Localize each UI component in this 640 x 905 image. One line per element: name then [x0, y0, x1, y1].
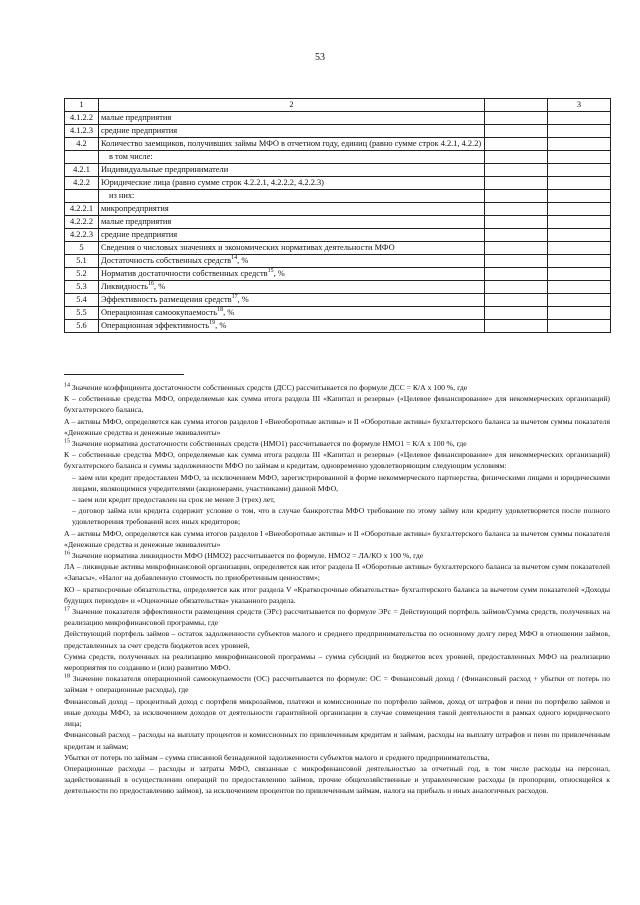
row-number [65, 190, 99, 203]
table-row [65, 112, 611, 125]
row-description [99, 190, 485, 203]
footnote-number: 17 [64, 606, 70, 613]
footnote-text: Значение показателя операционной самоокупаемости (ОС) рассчитывается по формуле: ОС = Финансовый доход / (Финансовый расход + убытки от потерь по займам + операционные расходы), где [64, 674, 610, 695]
footnote-paragraph [64, 505, 610, 527]
row-description-text: из них: [109, 191, 135, 200]
footnote-paragraph [64, 752, 610, 763]
footnote-text: ЛА – ликвидные активы микрофинансовой организации, определяется как итог раздела II «Оборотные активы» бухгалтерского баланса за вычетом сумм показателей «Запасы», «Налог на добавленную стоимость по приобретенным ценностям»; [64, 562, 610, 583]
row-description-text: в том числе: [109, 152, 153, 161]
value-cell [548, 112, 611, 125]
footnote-text: К – собственные средства МФО, определяемые как сумма итога раздела III «Капитал и резервы» («Целевое финансирование» для некоммерческих организаций) бухгалтерского баланса и суммы задолженности МФО по займам и кредитам, одновременно удовлетворяющим следующим условиям: [64, 450, 610, 471]
row-number: 4.2.2.2 [65, 216, 99, 229]
value-cell [485, 190, 548, 203]
footnote-paragraph [64, 628, 610, 650]
footnote-text: КО – краткосрочные обязательства, определяется как итог раздела V «Краткосрочные обязательства» бухгалтерского баланса за вычетом сумм показателей «Доходы будущих периодов» и «Оценочные обязательства» указанного раздела. [64, 584, 610, 605]
footnote-paragraph [64, 550, 610, 561]
table-row [65, 229, 611, 242]
footnote-text: А – активы МФО, определяется как сумма итогов разделов I «Внеоборотные активы» и II «Оборотные активы» бухгалтерского баланса за вычетом суммы показателя «Денежные средства и денежные эквиваленты» [64, 416, 610, 437]
table-header-row [65, 99, 611, 112]
footnote-text: Значение норматива ликвидности МФО (НМО2) рассчитывается по формуле. НМО2 = ЛА/КО х 100 %, где [70, 551, 424, 561]
row-description [99, 138, 485, 151]
footnote-text: Операционные расходы – расходы и затраты МФО, связанные с микрофинансовой деятельностью за отчетный год, в том числе расходы на персонал, задействованный в осуществлении операций по предоставлению займов, прочие общехозяйственные и управленческие расходы (в пропорции, относящейся к деятельности по предоставлению займов), за исключением процентов по привлеченным займам, налога на прибыль и иных аналогичных расходов. [64, 763, 610, 796]
value-cell [548, 190, 611, 203]
value-cell [485, 112, 548, 125]
footnote-text: – заем или кредит предоставлен на срок не менее 3 (трех) лет, [72, 495, 275, 505]
row-description [99, 320, 485, 333]
value-cell [485, 242, 548, 255]
row-description-text: средние предприятия [101, 230, 178, 239]
row-number: 4.2.1 [65, 164, 99, 177]
row-unit: , % [154, 282, 166, 291]
row-number: 5.2 [65, 268, 99, 281]
header-cell-col-3 [485, 99, 548, 112]
footnote-text: – договор займа или кредита содержит условие о том, что в случае банкротства МФО требование по этому займу или кредиту удовлетворяется после полного удовлетворения требований всех иных кредиторов; [72, 506, 610, 527]
footnote-text: А – активы МФО, определяется как сумма итогов разделов I «Внеоборотные активы» и II «Оборотные активы» бухгалтерского баланса за вычетом суммы показателя «Денежные средства и денежные эквиваленты» [64, 528, 610, 549]
header-cell-col-1: 1 [65, 99, 99, 112]
footnote-marker: 15 [267, 268, 274, 275]
footnote-text: К – собственные средства МФО, определяемые как сумма итога раздела III «Капитал и резервы» («Целевое финансирование» для некоммерческих организаций) бухгалтерского баланса, [64, 394, 610, 415]
footnote-paragraph [64, 438, 610, 449]
row-description [99, 216, 485, 229]
row-number: 4.2 [65, 138, 99, 151]
value-cell [485, 125, 548, 138]
footnote-marker: 18 [217, 307, 224, 314]
row-description-text: Индивидуальные предприниматели [101, 165, 229, 174]
table-row [65, 307, 611, 320]
footnote-text: Сумма средств, полученных на реализацию микрофинансовой программы – сумма субсидий из бюджетов всех уровней, предоставленных МФО на реализацию мероприятия по созданию и (или) развитию МФО. [64, 651, 610, 673]
value-cell [485, 229, 548, 242]
value-cell [485, 138, 548, 151]
table-row [65, 125, 611, 138]
row-description [99, 112, 485, 125]
row-description [99, 125, 485, 138]
footnote-number: 16 [64, 550, 70, 557]
value-cell [548, 268, 611, 281]
table-row [65, 164, 611, 177]
footnotes-section [64, 382, 610, 797]
value-cell [548, 229, 611, 242]
table-row [65, 320, 611, 333]
footnote-paragraph [64, 382, 610, 393]
row-description-text: Эффективность размещения средств [101, 295, 232, 304]
row-number: 5.5 [65, 307, 99, 320]
row-number: 4.2.2 [65, 177, 99, 190]
table-body [65, 112, 611, 333]
value-cell [548, 281, 611, 294]
row-description-text: малые предприятия [101, 217, 172, 226]
footnote-paragraph [64, 584, 610, 606]
row-number: 4.1.2.2 [65, 112, 99, 125]
row-description [99, 294, 485, 307]
row-number: 5.3 [65, 281, 99, 294]
footnote-text: Значение показателя эффективности размещения средств (ЭРс) рассчитывается по формуле ЭРс = Действующий портфель займов/Сумма средств, полученных на реализацию микрофинансовой программы, где [64, 607, 610, 628]
value-cell [485, 203, 548, 216]
row-description-text: микропредприятия [101, 204, 169, 213]
row-number: 4.1.2.3 [65, 125, 99, 138]
value-cell [548, 294, 611, 307]
footnote-separator [64, 374, 184, 375]
value-cell [485, 281, 548, 294]
footnote-text: – заем или кредит предоставлен МФО, за исключением МФО, зарегистрированной в форме некоммерческого партнерства, физическими лицами и юридическими лицами, являющимися учредителями (акционерами, участниками) данной МФО, [72, 472, 610, 493]
footnote-text: Действующий портфель займов – остаток задолженности субъектов малого и среднего предпринимательства по основному долгу перед МФО в отношении займов, представленных за счет средств бюджетов всех уровней, [64, 629, 610, 650]
value-cell [485, 320, 548, 333]
footnote-paragraph [64, 494, 610, 505]
footnote-marker: 17 [231, 294, 238, 301]
row-unit: , % [273, 269, 285, 278]
value-cell [485, 268, 548, 281]
value-cell [548, 151, 611, 164]
footnote-paragraph [64, 729, 610, 751]
value-cell [548, 242, 611, 255]
row-number [65, 151, 99, 164]
footnote-number: 15 [64, 438, 70, 445]
footnote-paragraph [64, 673, 610, 695]
table-row [65, 268, 611, 281]
row-description [99, 255, 485, 268]
footnote-text: Значение норматива достаточности собственных средств (НМО1) рассчитывается по формуле НМО1 = К/А х 100 %, где [70, 439, 467, 449]
row-description-text: малые предприятия [101, 113, 172, 122]
footnote-marker: 19 [209, 320, 216, 327]
table-row [65, 255, 611, 268]
footnote-paragraph [64, 763, 610, 797]
value-cell [548, 255, 611, 268]
footnote-paragraph [64, 416, 610, 438]
row-description [99, 151, 485, 164]
table-row [65, 190, 611, 203]
row-description-text: Операционная эффективность [101, 321, 210, 330]
row-number: 5.6 [65, 320, 99, 333]
row-description-text: Сведения о числовых значениях и экономических нормативах деятельности МФО [101, 243, 395, 252]
table-row [65, 203, 611, 216]
footnote-number: 18 [64, 673, 70, 680]
value-cell [548, 216, 611, 229]
footnote-text: Значение коэффициента достаточности собственных средств (ДСС) рассчитывается по формуле ДСС = К/А х 100 %, где [70, 383, 468, 392]
value-cell [548, 320, 611, 333]
footnote-text: Финансовый расход – расходы на выплату процентов и комиссионных по привлеченным кредитам и займам, расходы на выплату штрафов и пени по привлеченным кредитам и займам; [64, 730, 610, 751]
footnote-number: 14 [64, 382, 70, 389]
value-cell [548, 307, 611, 320]
row-description-text: Количество заемщиков, получивших займы МФО в отчетном году, единиц (равно сумме строк 4.2.1, 4.2.2) [101, 139, 482, 148]
table-row [65, 242, 611, 255]
value-cell [485, 255, 548, 268]
value-cell [485, 164, 548, 177]
row-unit: , % [237, 256, 249, 265]
footnote-text: Финансовый доход – процентный доход с портфеля микрозаймов, платежи и комиссионные по портфелю займов, доход от штрафов и пени по портфелю займов и иные доходы МФО, за исключением доходов от деятельности гарантийной организации в случае совмещения такой деятельности в рамках одного юридического лица; [64, 696, 610, 729]
row-unit: , % [223, 308, 235, 317]
row-unit: , % [237, 295, 249, 304]
row-description-text: Юридические лица (равно сумме строк 4.2.2.1, 4.2.2.2, 4.2.2.3) [101, 178, 324, 187]
page-number: 53 [315, 52, 325, 63]
footnote-paragraph [64, 393, 610, 415]
row-number: 5.1 [65, 255, 99, 268]
value-cell [485, 151, 548, 164]
value-cell [548, 177, 611, 190]
value-cell [548, 164, 611, 177]
row-description [99, 281, 485, 294]
row-description [99, 268, 485, 281]
table-row [65, 294, 611, 307]
report-table [64, 98, 611, 333]
row-number: 4.2.2.1 [65, 203, 99, 216]
table-row [65, 177, 611, 190]
footnote-marker: 14 [231, 255, 238, 262]
footnote-text: Убытки от потерь по займам – сумма списанной безнадежной задолженности субъектов малого и среднего предпринимательства, [64, 752, 490, 762]
row-description-text: Ликвидность [101, 282, 149, 291]
footnote-marker: 16 [148, 281, 155, 288]
value-cell [485, 177, 548, 190]
footnote-paragraph [64, 606, 610, 628]
row-description-text: Норматив достаточности собственных средств [101, 269, 268, 278]
table-row [65, 151, 611, 164]
row-description [99, 242, 485, 255]
footnote-paragraph [64, 472, 610, 494]
footnote-paragraph [64, 696, 610, 730]
row-number: 4.2.2.3 [65, 229, 99, 242]
row-description-text: Достаточность собственных средств [101, 256, 232, 265]
value-cell [548, 203, 611, 216]
value-cell [548, 125, 611, 138]
row-unit: , % [215, 321, 227, 330]
table-row [65, 138, 611, 151]
row-description [99, 177, 485, 190]
row-description [99, 203, 485, 216]
header-cell-col-4: 3 [548, 99, 611, 112]
row-number: 5 [65, 242, 99, 255]
footnote-paragraph [64, 449, 610, 471]
footnote-paragraph [64, 561, 610, 583]
table-row [65, 281, 611, 294]
footnote-paragraph [64, 651, 610, 673]
value-cell [548, 138, 611, 151]
row-description [99, 307, 485, 320]
row-description [99, 229, 485, 242]
value-cell [485, 307, 548, 320]
header-cell-col-2: 2 [99, 99, 485, 112]
row-description-text: средние предприятия [101, 126, 178, 135]
value-cell [485, 216, 548, 229]
value-cell [485, 294, 548, 307]
row-description-text: Операционная самоокупаемость [101, 308, 218, 317]
row-description [99, 164, 485, 177]
footnote-paragraph [64, 528, 610, 550]
table-row [65, 216, 611, 229]
row-number: 5.4 [65, 294, 99, 307]
